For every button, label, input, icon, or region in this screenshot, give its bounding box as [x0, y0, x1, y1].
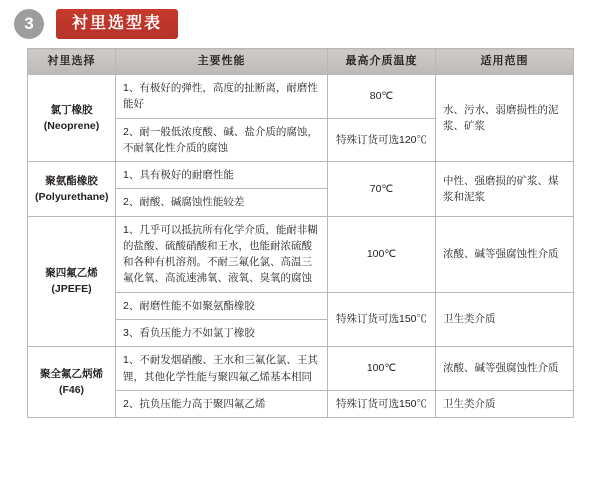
table-row	[28, 216, 574, 292]
table-row	[28, 75, 574, 119]
page-header	[0, 0, 600, 40]
temperature-cell: 100℃	[328, 216, 436, 292]
column-header-max-temperature: 最高介质温度	[328, 49, 436, 75]
scope-cell: 卫生类介质	[436, 390, 574, 417]
scope-cell: 水、污水、弱磨损性的泥浆、矿浆	[436, 75, 574, 162]
lining-name-f46: 聚全氟乙炳烯 (F46)	[28, 347, 116, 418]
page-title: 衬里选型表	[56, 9, 178, 39]
performance-cell: 2、耐酸、碱腐蚀性能较差	[116, 189, 328, 216]
performance-cell: 2、耐一般低浓度酸、碱、盐介质的腐蚀，不耐氧化性介质的腐蚀	[116, 118, 328, 162]
step-badge: 3	[14, 9, 44, 39]
scope-cell: 中性、强磨损的矿浆、煤浆和泥浆	[436, 162, 574, 217]
scope-cell: 卫生类介质	[436, 292, 574, 347]
performance-cell: 1、几乎可以抵抗所有化学介质，能耐非糊的盐酸、硫酸硝酸和王水，也能耐浓硫酸和各种有机溶剂。不耐三氟化氯、高温三氟化氧、高流速沸氧、液氧、臭氧的腐蚀	[116, 216, 328, 292]
temperature-cell: 特殊订货可选150℃	[328, 292, 436, 347]
performance-cell: 2、抗负压能力高于聚四氟乙烯	[116, 390, 328, 417]
lining-name-polyurethane: 聚氨酯橡胶 (Polyurethane)	[28, 162, 116, 217]
table-row	[28, 162, 574, 189]
performance-cell: 2、耐磨性能不如聚氨酯橡胶	[116, 292, 328, 319]
temperature-cell: 80℃	[328, 75, 436, 119]
column-header-scope: 适用范围	[436, 49, 574, 75]
performance-cell: 1、不耐发烟硝酸、王水和三氟化氯、王其锂，其他化学性能与聚四氟乙烯基本相同	[116, 347, 328, 391]
performance-cell: 1、具有极好的耐磨性能	[116, 162, 328, 189]
column-header-lining: 衬里选择	[28, 49, 116, 75]
temperature-cell: 特殊订货可选120℃	[328, 118, 436, 162]
lining-name-neoprene: 氯丁橡胶 (Neoprene)	[28, 75, 116, 162]
performance-cell: 3、看负压能力不如氯丁橡胶	[116, 319, 328, 346]
scope-cell: 浓酸、碱等强腐蚀性介质	[436, 216, 574, 292]
lining-selection-table	[27, 48, 574, 418]
table-row	[28, 347, 574, 391]
temperature-cell: 70℃	[328, 162, 436, 217]
temperature-cell: 特殊订货可选150℃	[328, 390, 436, 417]
table-header-row	[28, 49, 574, 75]
column-header-performance: 主要性能	[116, 49, 328, 75]
scope-cell: 浓酸、碱等强腐蚀性介质	[436, 347, 574, 391]
performance-cell: 1、有极好的弹性，高度的扯断离，耐磨性能好	[116, 75, 328, 119]
lining-name-jpefe: 聚四氟乙烯 (JPEFE)	[28, 216, 116, 347]
lining-selection-table-wrap	[27, 48, 573, 418]
temperature-cell: 100℃	[328, 347, 436, 391]
